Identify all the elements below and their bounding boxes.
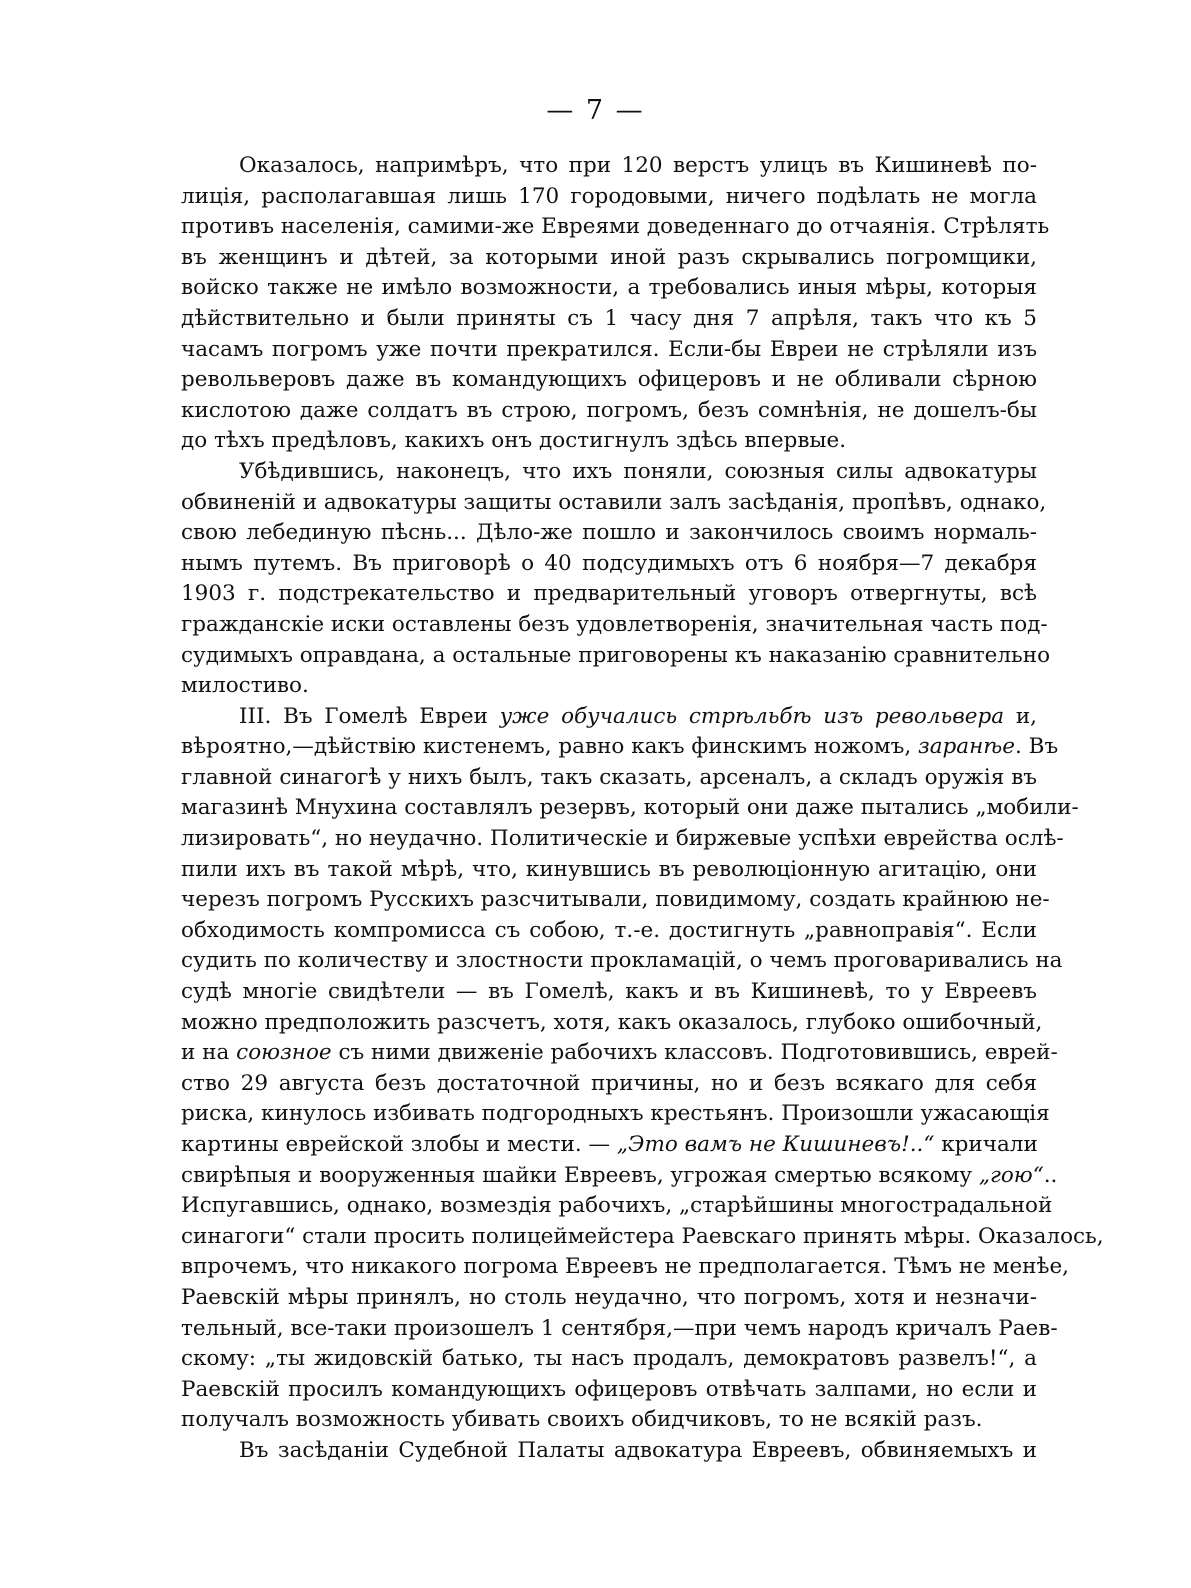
text-run: съ ними движеніе рабочихъ классовъ. Подготовившись, еврей-: [331, 1040, 1058, 1066]
paragraph-1: [181, 151, 1050, 457]
text-line: черезъ погромъ Русскихъ разсчитывали, повидимому, создать крайнюю не-: [181, 887, 1050, 913]
italic-run: уже обучались стрѣльбѣ изъ револьвера: [499, 703, 1005, 729]
text-run: и на: [181, 1040, 237, 1066]
text-line: судимыхъ оправдана, а остальные приговорены къ наказанію сравнительно: [181, 642, 1051, 668]
text-run: свирѣпыя и вооруженныя шайки Евреевъ, угрожая смертью всякому: [181, 1162, 979, 1188]
text-line: Въ засѣданіи Судебной Палаты адвокатура Евреевъ, обвиняемыхъ и: [239, 1437, 1037, 1463]
text-line: Раевскій мѣры принялъ, но столь неудачно, что погромъ, хотя и незначи-: [181, 1284, 1037, 1310]
paragraph-2: [181, 457, 1051, 702]
text-run: вѣроятно,—дѣйствію кистенемъ, равно какъ финскимъ ножомъ,: [181, 734, 918, 760]
paragraph-4: [181, 1436, 1037, 1467]
text-line: [181, 732, 1059, 763]
text-line: пили ихъ въ такой мѣрѣ, что, кинувшись въ революціонную агитацію, они: [181, 856, 1037, 882]
text-line: въ женщинъ и дѣтей, за которыми иной разъ скрывались погромщики,: [181, 244, 1037, 270]
text-run: III. Въ Гомелѣ Евреи: [239, 703, 500, 729]
text-line: судѣ многіе свидѣтели — въ Гомелѣ, какъ и въ Кишиневѣ, то у Евреевъ: [181, 979, 1037, 1005]
text-line: [181, 1130, 1037, 1161]
text-line: 1903 г. подстрекательство и предварительный уговоръ отвергнуты, всѣ: [181, 581, 1037, 607]
text-line: тельный, все-таки произошелъ 1 сентября,—при чемъ народъ кричалъ Раев-: [181, 1315, 1058, 1341]
text-line: [181, 702, 1037, 733]
text-line: синагоги“ стали просить полицеймейстера Раевскаго принять мѣры. Оказалось,: [181, 1223, 1104, 1249]
text-line: часамъ погромъ уже почти прекратился. Если-бы Евреи не стрѣляли изъ: [181, 336, 1037, 362]
page-number: — 7 —: [546, 95, 645, 126]
italic-run: союзное: [236, 1040, 332, 1066]
text-line: дѣйствительно и были приняты съ 1 часу дня 7 апрѣля, такъ что къ 5: [181, 305, 1037, 331]
text-line: противъ населенія, самими-же Евреями доведеннаго до отчаянія. Стрѣлять: [181, 214, 1050, 240]
text-line: магазинѣ Мнухина составлялъ резервъ, который они даже пытались „мобили-: [181, 795, 1079, 821]
text-run: картины еврейской злобы и мести. —: [181, 1132, 617, 1157]
text-line: [181, 1161, 1058, 1192]
paragraph-3: [181, 702, 1104, 1436]
text-line: Раевскій просилъ командующихъ офицеровъ отвѣчать залпами, но если и: [181, 1376, 1037, 1402]
text-line: гражданскіе иски оставлены безъ удовлетворенія, значительная часть под-: [181, 611, 1048, 637]
text-line: обходимость компромисса съ собою, т.-е. достигнуть „равноправія“. Если: [181, 917, 1037, 943]
text-run: ..: [1043, 1162, 1058, 1188]
text-line: войско также не имѣло возможности, а требовались иныя мѣры, которыя: [181, 275, 1037, 301]
text-line: милостиво.: [181, 673, 309, 699]
text-line: свою лебединую пѣснь... Дѣло-же пошло и закончилось своимъ нормаль-: [181, 520, 1037, 546]
text-line: судить по количеству и злостности прокламацій, о чемъ проговаривались на: [181, 948, 1063, 974]
italic-run: „Это вамъ не Кишиневъ!..“: [616, 1132, 935, 1157]
text-line: Убѣдившись, наконецъ, что ихъ поняли, союзныя силы адвокатуры: [239, 458, 1037, 484]
italic-run: „гою“: [978, 1162, 1044, 1188]
text-run: . Въ: [1014, 734, 1059, 760]
text-run: и,: [1004, 703, 1037, 729]
text-run: кричали: [934, 1132, 1038, 1157]
text-line: главной синагогѣ у нихъ былъ, такъ сказать, арсеналъ, а складъ оружія въ: [181, 764, 1037, 790]
text-line: получалъ возможность убивать своихъ обидчиковъ, то не всякій разъ.: [181, 1407, 983, 1433]
text-line: Оказалось, напримѣръ, что при 120 верстъ улицъ въ Кишиневѣ по-: [239, 153, 1037, 178]
text-line: револьверовъ даже въ командующихъ офицеровъ и не обливали сѣрною: [181, 367, 1037, 393]
text-line: скому: „ты жидовскій батько, ты насъ продалъ, демократовъ развелъ!“, а: [181, 1346, 1037, 1372]
text-line: лизировать“, но неудачно. Политическіе и биржевые успѣхи еврейства ослѣ-: [181, 826, 1064, 852]
text-line: до тѣхъ предѣловъ, какихъ онъ достигнулъ здѣсь впервые.: [181, 428, 847, 454]
text-line: кислотою даже солдатъ въ строю, погромъ, безъ сомнѣнія, не дошелъ-бы: [181, 397, 1037, 423]
text-line: обвиненій и адвокатуры защиты оставили залъ засѣданія, пропѣвъ, однако,: [181, 489, 1047, 515]
italic-run: заранѣе: [918, 734, 1015, 760]
text-line: лиція, располагавшая лишь 170 городовыми, ничего подѣлать не могла: [181, 183, 1037, 209]
body-text: [181, 151, 1104, 1467]
text-line: риска, кинулось избивать подгородныхъ крестьянъ. Произошли ужасающія: [181, 1101, 1050, 1127]
text-line: Испугавшись, однако, возмездія рабочихъ, „старѣйшины многострадальной: [181, 1193, 1053, 1219]
text-line: [181, 1038, 1058, 1069]
text-line: нымъ путемъ. Въ приговорѣ о 40 подсудимыхъ отъ 6 ноября—7 декабря: [181, 550, 1037, 576]
text-line: впрочемъ, что никакого погрома Евреевъ не предполагается. Тѣмъ не менѣе,: [181, 1254, 1070, 1280]
text-line: можно предположить разсчетъ, хотя, какъ оказалось, глубоко ошибочный,: [181, 1009, 1043, 1035]
text-line: ство 29 августа безъ достаточной причины, но и безъ всякаго для себя: [181, 1070, 1037, 1096]
